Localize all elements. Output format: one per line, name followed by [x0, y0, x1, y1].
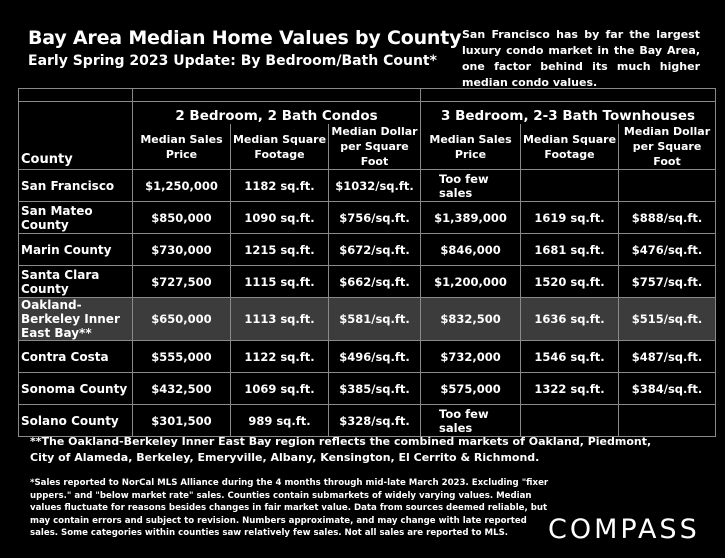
county-cell: San Mateo County [19, 202, 133, 234]
county-cell: Solano County [19, 405, 133, 437]
value-cell: 1546 sq.ft. [521, 341, 619, 373]
value-cell [521, 405, 619, 437]
value-cell: $1,200,000 [421, 266, 521, 298]
value-cell: $756/sq.ft. [329, 202, 421, 234]
compass-logo: COMPASS [548, 514, 700, 545]
value-cell: $432,500 [133, 373, 231, 405]
value-cell: 1520 sq.ft. [521, 266, 619, 298]
table-row [19, 341, 716, 373]
too-few-sales-cell: Too few sales [421, 405, 521, 437]
chart-title: Bay Area Median Home Values by County [28, 27, 462, 49]
value-cell: 1122 sq.ft. [231, 341, 329, 373]
value-cell: $476/sq.ft. [619, 234, 716, 266]
column-header: Median Dollar per Square Foot [329, 124, 421, 170]
value-cell [619, 170, 716, 202]
group-header-townhouses: 3 Bedroom, 2-3 Bath Townhouses [421, 102, 716, 125]
value-cell: $888/sq.ft. [619, 202, 716, 234]
value-cell: $850,000 [133, 202, 231, 234]
header-blank-cell [19, 102, 133, 125]
value-cell: $496/sq.ft. [329, 341, 421, 373]
value-cell: 1182 sq.ft. [231, 170, 329, 202]
table-row [19, 266, 716, 298]
header-blank-cell [19, 89, 133, 102]
region-footnote: **The Oakland-Berkeley Inner East Bay region reflects the combined markets of Oakland, Piedmont, City of Alameda, Berkeley, Emeryville, Albany, Kensington, El Cerrito & Richmond. [30, 435, 652, 464]
value-cell: 1090 sq.ft. [231, 202, 329, 234]
value-cell: 1322 sq.ft. [521, 373, 619, 405]
county-cell: Marin County [19, 234, 133, 266]
table-row [19, 202, 716, 234]
table-row [19, 373, 716, 405]
value-cell: 1636 sq.ft. [521, 298, 619, 341]
value-cell: $730,000 [133, 234, 231, 266]
value-cell: $515/sq.ft. [619, 298, 716, 341]
table-row [19, 405, 716, 437]
value-cell: 1069 sq.ft. [231, 373, 329, 405]
column-header: Median Sales Price [133, 124, 231, 170]
value-cell: 1115 sq.ft. [231, 266, 329, 298]
value-cell: $732,000 [421, 341, 521, 373]
value-cell: $650,000 [133, 298, 231, 341]
value-cell: $581/sq.ft. [329, 298, 421, 341]
value-cell: $555,000 [133, 341, 231, 373]
value-cell [619, 405, 716, 437]
table-row [19, 234, 716, 266]
value-cell: 1619 sq.ft. [521, 202, 619, 234]
value-cell: $301,500 [133, 405, 231, 437]
header-blank-cell [421, 89, 716, 102]
value-cell: $757/sq.ft. [619, 266, 716, 298]
value-cell: 1113 sq.ft. [231, 298, 329, 341]
county-cell: San Francisco [19, 170, 133, 202]
value-cell: $672/sq.ft. [329, 234, 421, 266]
value-cell: $575,000 [421, 373, 521, 405]
column-header-county: County [19, 124, 133, 170]
value-cell [521, 170, 619, 202]
header-blank-cell [133, 89, 421, 102]
value-cell: 989 sq.ft. [231, 405, 329, 437]
value-cell: $727,500 [133, 266, 231, 298]
too-few-sales-cell: Too few sales [421, 170, 521, 202]
value-cell: $384/sq.ft. [619, 373, 716, 405]
table-row [19, 170, 716, 202]
top-note: San Francisco has by far the largest luxury condo market in the Bay Area, one factor behind its much higher median condo values. [462, 28, 700, 89]
table-row [19, 298, 716, 341]
value-cell: $328/sq.ft. [329, 405, 421, 437]
value-cell: $385/sq.ft. [329, 373, 421, 405]
county-cell: Sonoma County [19, 373, 133, 405]
value-cell: $662/sq.ft. [329, 266, 421, 298]
column-header: Median Square Footage [231, 124, 329, 170]
county-cell: Contra Costa [19, 341, 133, 373]
column-header: Median Dollar per Square Foot [619, 124, 716, 170]
county-cell: Santa Clara County [19, 266, 133, 298]
value-cell: $1,250,000 [133, 170, 231, 202]
value-cell: 1215 sq.ft. [231, 234, 329, 266]
county-cell: Oakland-Berkeley Inner East Bay** [19, 298, 133, 341]
value-cell: 1681 sq.ft. [521, 234, 619, 266]
chart-subtitle: Early Spring 2023 Update: By Bedroom/Bath Count* [28, 53, 437, 69]
sales-footnote: *Sales reported to NorCal MLS Alliance during the 4 months through mid-late March 2023. Excluding "fixer uppers." and "below market rate" sales. Counties contain submarkets of widely varying values. Median values fluctuate for reasons besides changes in fair market value. Data from sources deemed reliable, but may contain errors and subject to revision. Numbers approximate, and may change with late reported sales. Some categories within counties saw relatively few sales. Not all sales are reported to MLS. [30, 478, 549, 538]
value-cell: $832,500 [421, 298, 521, 341]
column-header: Median Sales Price [421, 124, 521, 170]
value-cell: $846,000 [421, 234, 521, 266]
value-cell: $487/sq.ft. [619, 341, 716, 373]
value-cell: $1032/sq.ft. [329, 170, 421, 202]
value-cell: $1,389,000 [421, 202, 521, 234]
column-header: Median Square Footage [521, 124, 619, 170]
data-table [18, 88, 716, 437]
group-header-condos: 2 Bedroom, 2 Bath Condos [133, 102, 421, 125]
